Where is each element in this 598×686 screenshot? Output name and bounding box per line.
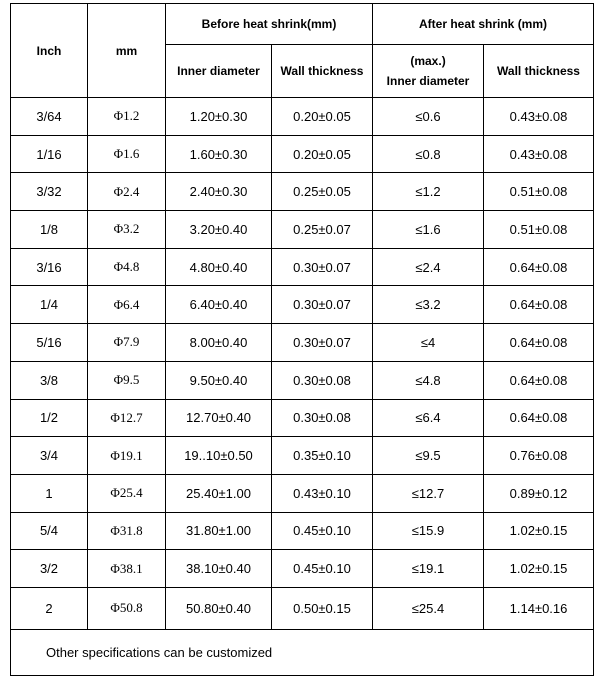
cell-mm: Φ1.2	[88, 98, 166, 136]
cell-after-inner: ≤3.2	[373, 286, 484, 324]
cell-before-inner: 38.10±0.40	[166, 550, 272, 588]
cell-after-wall: 1.02±0.15	[484, 550, 594, 588]
cell-inch: 5/4	[11, 512, 88, 550]
cell-inch: 3/32	[11, 173, 88, 211]
cell-before-wall: 0.20±0.05	[272, 98, 373, 136]
header-after-wall-thickness: Wall thickness	[484, 45, 594, 98]
cell-before-inner: 31.80±1.00	[166, 512, 272, 550]
cell-before-wall: 0.30±0.07	[272, 248, 373, 286]
spec-table	[10, 3, 594, 676]
table-row	[11, 587, 594, 629]
cell-inch: 1	[11, 474, 88, 512]
cell-after-wall: 0.43±0.08	[484, 98, 594, 136]
cell-before-wall: 0.43±0.10	[272, 474, 373, 512]
cell-mm: Φ9.5	[88, 361, 166, 399]
cell-mm: Φ4.8	[88, 248, 166, 286]
cell-mm: Φ50.8	[88, 587, 166, 629]
table-row	[11, 248, 594, 286]
cell-after-wall: 0.51±0.08	[484, 173, 594, 211]
cell-after-wall: 0.89±0.12	[484, 474, 594, 512]
header-before-wall-thickness: Wall thickness	[272, 45, 373, 98]
cell-inch: 3/16	[11, 248, 88, 286]
cell-inch: 3/8	[11, 361, 88, 399]
header-after-inner-diameter	[373, 45, 484, 98]
cell-before-inner: 6.40±0.40	[166, 286, 272, 324]
cell-before-wall: 0.25±0.07	[272, 211, 373, 249]
cell-inch: 3/4	[11, 437, 88, 475]
cell-before-inner: 1.20±0.30	[166, 98, 272, 136]
cell-before-wall: 0.30±0.07	[272, 324, 373, 362]
table-row	[11, 361, 594, 399]
cell-after-wall: 0.43±0.08	[484, 135, 594, 173]
cell-inch: 1/2	[11, 399, 88, 437]
cell-after-inner: ≤4	[373, 324, 484, 362]
cell-before-wall: 0.25±0.05	[272, 173, 373, 211]
cell-after-wall: 1.14±0.16	[484, 587, 594, 629]
cell-after-inner: ≤0.8	[373, 135, 484, 173]
cell-before-inner: 19..10±0.50	[166, 437, 272, 475]
table-row	[11, 474, 594, 512]
cell-before-inner: 25.40±1.00	[166, 474, 272, 512]
header-after-max-label: (max.)	[410, 54, 446, 68]
table-row	[11, 135, 594, 173]
header-before-heat-shrink: Before heat shrink(mm)	[166, 4, 373, 45]
header-after-heat-shrink: After heat shrink (mm)	[373, 4, 594, 45]
cell-after-inner: ≤1.6	[373, 211, 484, 249]
cell-after-inner: ≤25.4	[373, 587, 484, 629]
cell-after-wall: 0.64±0.08	[484, 324, 594, 362]
table-row	[11, 437, 594, 475]
cell-after-wall: 0.64±0.08	[484, 399, 594, 437]
cell-after-inner: ≤12.7	[373, 474, 484, 512]
cell-before-inner: 8.00±0.40	[166, 324, 272, 362]
table-row	[11, 399, 594, 437]
cell-after-wall: 1.02±0.15	[484, 512, 594, 550]
cell-mm: Φ6.4	[88, 286, 166, 324]
cell-after-wall: 0.76±0.08	[484, 437, 594, 475]
cell-mm: Φ25.4	[88, 474, 166, 512]
header-after-inner-label: Inner diameter	[386, 74, 470, 88]
footer-note: Other specifications can be customized	[11, 629, 594, 675]
cell-mm: Φ19.1	[88, 437, 166, 475]
cell-inch: 3/64	[11, 98, 88, 136]
footer-row	[11, 629, 594, 675]
header-before-inner-diameter: Inner diameter	[166, 45, 272, 98]
cell-before-inner: 50.80±0.40	[166, 587, 272, 629]
cell-inch: 2	[11, 587, 88, 629]
cell-after-wall: 0.51±0.08	[484, 211, 594, 249]
cell-before-inner: 2.40±0.30	[166, 173, 272, 211]
cell-after-inner: ≤1.2	[373, 173, 484, 211]
table-row	[11, 173, 594, 211]
cell-inch: 1/8	[11, 211, 88, 249]
cell-before-wall: 0.30±0.08	[272, 399, 373, 437]
cell-before-inner: 9.50±0.40	[166, 361, 272, 399]
cell-inch: 3/2	[11, 550, 88, 588]
cell-mm: Φ31.8	[88, 512, 166, 550]
cell-after-inner: ≤15.9	[373, 512, 484, 550]
table-row	[11, 550, 594, 588]
cell-mm: Φ38.1	[88, 550, 166, 588]
cell-mm: Φ12.7	[88, 399, 166, 437]
cell-mm: Φ1.6	[88, 135, 166, 173]
table-row	[11, 512, 594, 550]
cell-before-wall: 0.20±0.05	[272, 135, 373, 173]
cell-after-wall: 0.64±0.08	[484, 286, 594, 324]
cell-after-inner: ≤4.8	[373, 361, 484, 399]
cell-after-wall: 0.64±0.08	[484, 361, 594, 399]
cell-after-inner: ≤0.6	[373, 98, 484, 136]
cell-inch: 1/4	[11, 286, 88, 324]
cell-after-inner: ≤19.1	[373, 550, 484, 588]
header-mm: mm	[88, 4, 166, 98]
cell-inch: 1/16	[11, 135, 88, 173]
cell-mm: Φ3.2	[88, 211, 166, 249]
cell-before-inner: 1.60±0.30	[166, 135, 272, 173]
cell-after-wall: 0.64±0.08	[484, 248, 594, 286]
cell-after-inner: ≤6.4	[373, 399, 484, 437]
cell-before-wall: 0.45±0.10	[272, 550, 373, 588]
cell-mm: Φ2.4	[88, 173, 166, 211]
cell-before-wall: 0.35±0.10	[272, 437, 373, 475]
table-row	[11, 324, 594, 362]
cell-before-inner: 4.80±0.40	[166, 248, 272, 286]
table-row	[11, 286, 594, 324]
cell-mm: Φ7.9	[88, 324, 166, 362]
cell-before-wall: 0.45±0.10	[272, 512, 373, 550]
cell-before-wall: 0.30±0.07	[272, 286, 373, 324]
cell-before-wall: 0.50±0.15	[272, 587, 373, 629]
table-row	[11, 98, 594, 136]
cell-after-inner: ≤2.4	[373, 248, 484, 286]
cell-before-wall: 0.30±0.08	[272, 361, 373, 399]
cell-after-inner: ≤9.5	[373, 437, 484, 475]
header-inch: Inch	[11, 4, 88, 98]
table-row	[11, 211, 594, 249]
cell-before-inner: 12.70±0.40	[166, 399, 272, 437]
cell-inch: 5/16	[11, 324, 88, 362]
cell-before-inner: 3.20±0.40	[166, 211, 272, 249]
